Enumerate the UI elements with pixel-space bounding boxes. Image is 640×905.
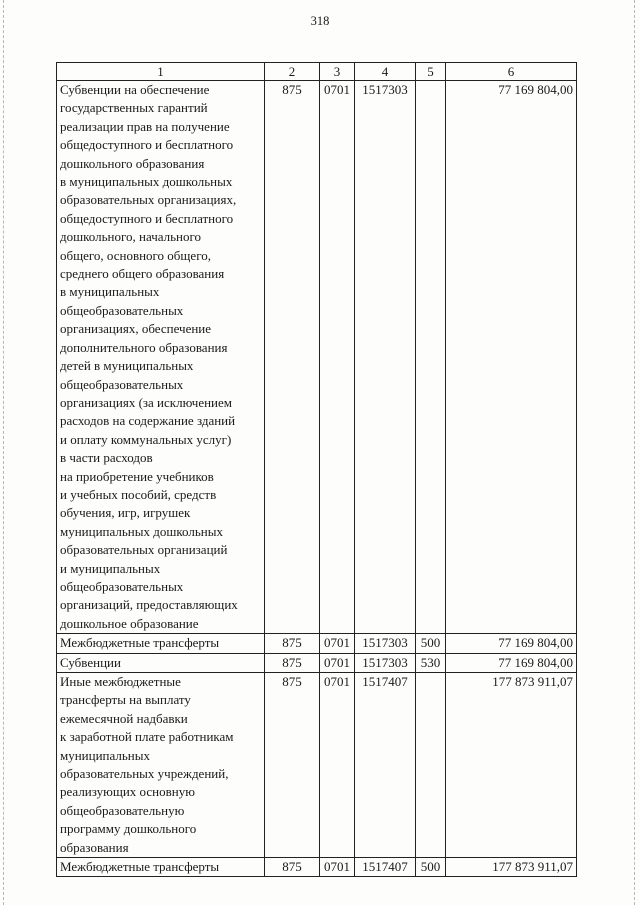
expense-name-line: дошкольного, начального <box>60 229 202 245</box>
expense-name-line: образовательных учреждений, <box>60 766 229 782</box>
expense-name-line: в части расходов <box>60 450 153 466</box>
expense-name-line: к заработной плате работникам <box>60 729 234 745</box>
expense-name-cell <box>57 653 265 672</box>
column-header: 6 <box>446 63 577 81</box>
expense-name-line: дошкольного образования <box>60 155 205 171</box>
ministry-code-cell: 875 <box>265 653 320 672</box>
expense-name-line: организациях (за исключением <box>60 394 233 410</box>
scan-edge-left <box>3 0 5 905</box>
ministry-code-cell: 875 <box>265 673 320 858</box>
expense-name-line: в муниципальных <box>60 284 160 300</box>
column-header: 2 <box>265 63 320 81</box>
expense-name-line: образовательных организаций <box>60 542 228 558</box>
expense-type-cell <box>416 673 446 858</box>
amount-cell: 77 169 804,00 <box>446 81 577 634</box>
expense-name-line: общедоступного и бесплатного <box>60 137 234 153</box>
table-row <box>57 673 577 858</box>
scan-edge-right <box>634 0 636 905</box>
column-header: 1 <box>57 63 265 81</box>
ministry-code-cell: 875 <box>265 858 320 877</box>
header-row <box>57 63 577 81</box>
expense-name-line: дошкольное образование <box>60 615 199 631</box>
amount-cell: 177 873 911,07 <box>446 858 577 877</box>
amount-cell: 77 169 804,00 <box>446 653 577 672</box>
expense-name-cell <box>57 673 265 858</box>
expense-name-line: муниципальных <box>60 747 151 763</box>
target-article-cell: 1517303 <box>355 634 416 653</box>
target-article-cell: 1517303 <box>355 81 416 634</box>
expense-name-line: Субвенции <box>60 654 121 670</box>
expense-type-cell <box>416 81 446 634</box>
expense-name-line: детей в муниципальных <box>60 358 194 374</box>
expense-type-cell: 530 <box>416 653 446 672</box>
expense-name-cell <box>57 858 265 877</box>
ministry-code-cell: 875 <box>265 81 320 634</box>
table-row <box>57 858 577 877</box>
section-code-cell: 0701 <box>320 81 355 634</box>
expense-name-line: и оплату коммунальных услуг) <box>60 431 232 447</box>
table-row <box>57 634 577 653</box>
expense-name-line: общего, основного общего, <box>60 247 211 263</box>
section-code-cell: 0701 <box>320 673 355 858</box>
table-row <box>57 653 577 672</box>
expense-name-line: общеобразовательную <box>60 802 185 818</box>
expense-name-line: и учебных пособий, средств <box>60 486 217 502</box>
expense-name-line: Межбюджетные трансферты <box>60 635 220 651</box>
budget-table <box>56 62 577 877</box>
expense-name-line: государственных гарантий <box>60 100 208 116</box>
expense-name-line: трансферты на выплату <box>60 692 191 708</box>
target-article-cell: 1517407 <box>355 858 416 877</box>
section-code-cell: 0701 <box>320 858 355 877</box>
expense-name-line: среднего общего образования <box>60 266 225 282</box>
expense-name-line: в муниципальных дошкольных <box>60 174 233 190</box>
expense-name-line: дополнительного образования <box>60 339 228 355</box>
expense-type-cell: 500 <box>416 634 446 653</box>
expense-name-cell <box>57 634 265 653</box>
expense-name-line: на приобретение учебников <box>60 468 214 484</box>
page-number: 318 <box>310 14 330 28</box>
expense-name-line: общедоступного и бесплатного <box>60 210 234 226</box>
expense-name-line: Субвенции на обеспечение <box>60 82 210 97</box>
expense-name-line: реализующих основную <box>60 784 195 800</box>
table-row <box>57 81 577 634</box>
expense-name-cell <box>57 81 265 634</box>
column-header: 5 <box>416 63 446 81</box>
expense-name-line: организаций, предоставляющих <box>60 597 238 613</box>
expense-type-cell: 500 <box>416 858 446 877</box>
amount-cell: 177 873 911,07 <box>446 673 577 858</box>
expense-name-line: образования <box>60 839 129 855</box>
column-header: 3 <box>320 63 355 81</box>
amount-cell: 77 169 804,00 <box>446 634 577 653</box>
expense-name-line: муниципальных дошкольных <box>60 523 223 539</box>
expense-name-line: общеобразовательных <box>60 302 184 318</box>
expense-name-line: и муниципальных <box>60 560 161 576</box>
ministry-code-cell: 875 <box>265 634 320 653</box>
section-code-cell: 0701 <box>320 634 355 653</box>
expense-name-line: ежемесячной надбавки <box>60 710 188 726</box>
expense-name-line: организациях, обеспечение <box>60 321 212 337</box>
target-article-cell: 1517407 <box>355 673 416 858</box>
section-code-cell: 0701 <box>320 653 355 672</box>
column-header: 4 <box>355 63 416 81</box>
expense-name-line: общеобразовательных <box>60 578 184 594</box>
expense-name-line: расходов на содержание зданий <box>60 413 236 429</box>
expense-name-line: реализации прав на получение <box>60 118 230 134</box>
expense-name-line: обучения, игр, игрушек <box>60 505 191 521</box>
target-article-cell: 1517303 <box>355 653 416 672</box>
expense-name-line: общеобразовательных <box>60 376 184 392</box>
expense-name-line: программу дошкольного <box>60 821 197 837</box>
expense-name-line: образовательных организациях, <box>60 192 237 208</box>
expense-name-line: Межбюджетные трансферты <box>60 859 220 875</box>
expense-name-line: Иные межбюджетные <box>60 674 181 689</box>
